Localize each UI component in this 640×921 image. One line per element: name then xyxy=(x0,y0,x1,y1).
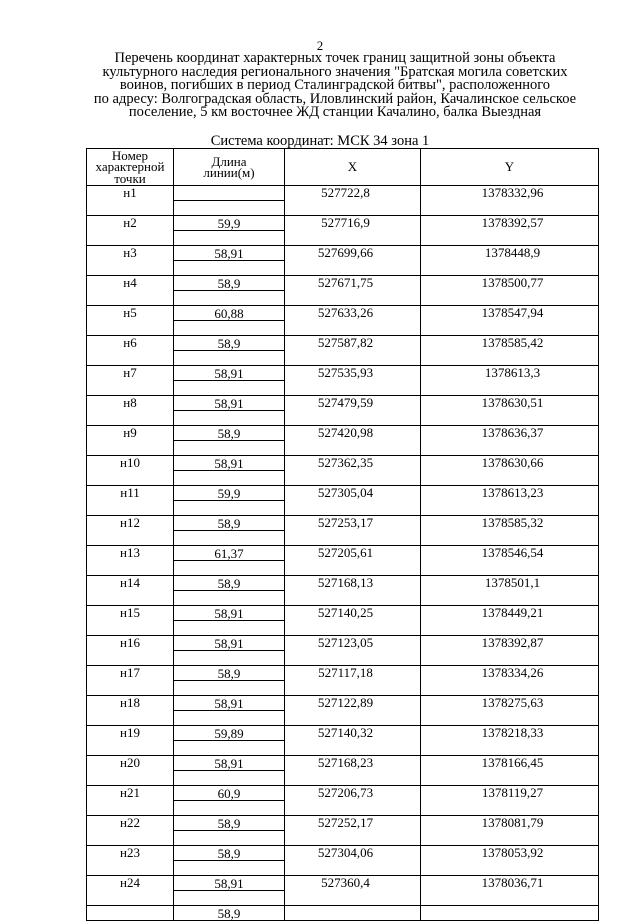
coordinate-system-label: Система координат: МСК 34 зона 1 xyxy=(210,133,430,149)
table-row xyxy=(87,486,599,501)
empty-length-cell xyxy=(174,381,285,396)
point-number-cell: н15 xyxy=(87,606,174,636)
x-coordinate-cell xyxy=(285,456,421,486)
empty-length-cell xyxy=(174,621,285,636)
x-coordinate-value: 527168,13 xyxy=(317,575,374,590)
line-length-cell: 58,9 xyxy=(174,576,285,591)
empty-cell xyxy=(421,906,599,921)
header-y: Y xyxy=(421,149,599,186)
y-coordinate-cell xyxy=(421,456,599,486)
table-row xyxy=(87,216,599,231)
point-number-cell: н22 xyxy=(87,816,174,846)
table-row xyxy=(87,786,599,801)
point-number-cell: н18 xyxy=(87,696,174,726)
empty-length-cell xyxy=(174,351,285,366)
line-length-cell: 58,91 xyxy=(174,756,285,771)
y-coordinate-value: 1378275,63 xyxy=(481,695,544,710)
x-coordinate-value: 527360,4 xyxy=(321,875,370,890)
empty-length-cell xyxy=(174,741,285,756)
x-coordinate-cell xyxy=(285,396,421,426)
x-coordinate-value: 527253,17 xyxy=(317,515,374,530)
table-row xyxy=(87,396,599,411)
x-coordinate-cell xyxy=(285,786,421,816)
header-line: точки xyxy=(114,170,146,186)
table-row xyxy=(87,636,599,651)
point-number-cell: н13 xyxy=(87,546,174,576)
x-coordinate-cell xyxy=(285,606,421,636)
y-coordinate-value: 1378081,79 xyxy=(481,815,544,830)
y-coordinate-cell xyxy=(421,756,599,786)
header-line-length xyxy=(174,149,285,186)
empty-length-cell xyxy=(174,681,285,696)
x-coordinate-cell xyxy=(285,336,421,366)
x-coordinate-cell xyxy=(285,486,421,516)
y-coordinate-cell xyxy=(421,396,599,426)
point-number-cell: н4 xyxy=(87,276,174,306)
point-number-cell: н7 xyxy=(87,366,174,396)
y-coordinate-value: 1378218,33 xyxy=(481,725,544,740)
x-coordinate-value: 527206,73 xyxy=(317,785,374,800)
y-coordinate-cell xyxy=(421,306,599,336)
y-coordinate-cell xyxy=(421,546,599,576)
y-coordinate-cell xyxy=(421,606,599,636)
y-coordinate-value: 1378500,77 xyxy=(481,275,544,290)
y-coordinate-cell xyxy=(421,246,599,276)
y-coordinate-value: 1378119,27 xyxy=(481,785,544,800)
y-coordinate-cell xyxy=(421,636,599,666)
table-row xyxy=(87,276,599,291)
point-number-cell: н23 xyxy=(87,846,174,876)
x-coordinate-value: 527587,82 xyxy=(317,335,374,350)
line-length-cell: 58,9 xyxy=(174,426,285,441)
x-coordinate-cell xyxy=(285,426,421,456)
y-coordinate-value: 1378166,45 xyxy=(481,755,544,770)
y-coordinate-value: 1378546,54 xyxy=(481,545,544,560)
title-line: культурного наследия регионального значения "Братская могила советских xyxy=(102,63,568,80)
line-length-cell: 58,9 xyxy=(174,276,285,291)
y-coordinate-value: 1378585,42 xyxy=(481,335,544,350)
y-coordinate-value: 1378392,87 xyxy=(481,635,544,650)
title-line: поселение, 5 км восточнее ЖД станции Качалино, балка Выездная xyxy=(128,104,542,121)
table-row xyxy=(87,336,599,351)
line-length-cell: 61,37 xyxy=(174,546,285,561)
y-coordinate-cell xyxy=(421,696,599,726)
header-line: Номер xyxy=(111,147,149,163)
table-row xyxy=(87,906,599,921)
empty-length-cell xyxy=(174,771,285,786)
title-line: по адресу: Волгоградская область, Иловлинский район, Качалинское сельское xyxy=(93,90,577,107)
y-coordinate-cell xyxy=(421,216,599,246)
y-coordinate-value: 1378392,57 xyxy=(481,215,544,230)
point-number-cell: н10 xyxy=(87,456,174,486)
line-length-cell: 58,91 xyxy=(174,366,285,381)
y-coordinate-cell xyxy=(421,366,599,396)
page-number: 2 xyxy=(316,38,324,53)
point-number-cell: н2 xyxy=(87,216,174,246)
y-coordinate-value: 1378332,96 xyxy=(481,185,544,200)
line-length-cell: 60,88 xyxy=(174,306,285,321)
point-number-cell: н6 xyxy=(87,336,174,366)
empty-length-cell xyxy=(174,441,285,456)
x-coordinate-cell xyxy=(285,276,421,306)
x-coordinate-cell xyxy=(285,306,421,336)
point-number-cell: н14 xyxy=(87,576,174,606)
x-coordinate-cell xyxy=(285,186,421,216)
point-number-cell: н11 xyxy=(87,486,174,516)
table-row xyxy=(87,816,599,831)
x-coordinate-cell xyxy=(285,516,421,546)
point-number-cell: н21 xyxy=(87,786,174,816)
point-number-cell: н20 xyxy=(87,756,174,786)
line-length-cell: 58,9 xyxy=(174,666,285,681)
x-coordinate-cell xyxy=(285,546,421,576)
y-coordinate-cell xyxy=(421,276,599,306)
title-line: воинов, погибших в период Сталинградской битвы", расположенного xyxy=(119,77,551,94)
empty-length-cell xyxy=(174,261,285,276)
line-length-cell: 58,9 xyxy=(174,906,285,921)
x-coordinate-value: 527633,26 xyxy=(317,305,374,320)
y-coordinate-cell xyxy=(421,336,599,366)
empty-length-cell xyxy=(174,831,285,846)
x-coordinate-value: 527304,06 xyxy=(317,845,374,860)
table-row xyxy=(87,456,599,471)
table-row xyxy=(87,756,599,771)
x-coordinate-cell xyxy=(285,846,421,876)
point-number-cell: н24 xyxy=(87,876,174,906)
x-coordinate-value: 527479,59 xyxy=(317,395,374,410)
table-row xyxy=(87,846,599,861)
point-number-cell: н1 xyxy=(87,186,174,216)
x-coordinate-value: 527671,75 xyxy=(317,275,374,290)
empty-length-cell xyxy=(174,891,285,906)
x-coordinate-value: 527716,9 xyxy=(321,215,370,230)
empty-length-cell xyxy=(174,501,285,516)
x-coordinate-cell xyxy=(285,696,421,726)
y-coordinate-value: 1378334,26 xyxy=(481,665,544,680)
y-coordinate-cell xyxy=(421,816,599,846)
line-length-cell: 58,91 xyxy=(174,246,285,261)
line-length-cell: 58,9 xyxy=(174,516,285,531)
title-line: Перечень координат характерных точек границ защитной зоны объекта xyxy=(114,50,556,66)
table-row xyxy=(87,576,599,591)
y-coordinate-value: 1378585,32 xyxy=(481,515,544,530)
line-length-cell: 58,91 xyxy=(174,636,285,651)
line-length-cell: 58,91 xyxy=(174,876,285,891)
y-coordinate-cell xyxy=(421,726,599,756)
table-row xyxy=(87,666,599,681)
empty-length-cell xyxy=(174,651,285,666)
y-coordinate-value: 1378501,1 xyxy=(484,575,541,590)
y-coordinate-value: 1378036,71 xyxy=(481,875,544,890)
empty-cell xyxy=(87,906,174,921)
x-coordinate-cell xyxy=(285,726,421,756)
x-coordinate-cell xyxy=(285,246,421,276)
empty-length-cell xyxy=(174,321,285,336)
x-coordinate-cell xyxy=(285,216,421,246)
x-coordinate-cell xyxy=(285,636,421,666)
empty-length-cell xyxy=(174,291,285,306)
table-row xyxy=(87,306,599,321)
x-coordinate-value: 527252,17 xyxy=(317,815,374,830)
line-length-cell: 58,91 xyxy=(174,606,285,621)
x-coordinate-value: 527699,66 xyxy=(317,245,374,260)
line-length-cell: 59,9 xyxy=(174,216,285,231)
table-row xyxy=(87,696,599,711)
table-row xyxy=(87,726,599,741)
y-coordinate-cell xyxy=(421,426,599,456)
y-coordinate-cell xyxy=(421,486,599,516)
empty-length-cell xyxy=(174,471,285,486)
y-coordinate-cell xyxy=(421,666,599,696)
x-coordinate-cell xyxy=(285,576,421,606)
table-row xyxy=(87,186,599,201)
point-number-cell: н19 xyxy=(87,726,174,756)
line-length-cell: 60,9 xyxy=(174,786,285,801)
point-number-cell: н5 xyxy=(87,306,174,336)
y-coordinate-value: 1378613,3 xyxy=(484,365,541,380)
x-coordinate-cell xyxy=(285,816,421,846)
x-coordinate-value: 527420,98 xyxy=(317,425,374,440)
x-coordinate-value: 527205,61 xyxy=(317,545,374,560)
x-coordinate-value: 527305,04 xyxy=(317,485,374,500)
header-line: линии(м) xyxy=(203,165,255,180)
header-point-number xyxy=(87,149,174,186)
y-coordinate-value: 1378449,21 xyxy=(481,605,544,620)
y-coordinate-value: 1378630,51 xyxy=(481,395,544,410)
y-coordinate-cell xyxy=(421,846,599,876)
line-length-cell: 59,89 xyxy=(174,726,285,741)
y-coordinate-value: 1378547,94 xyxy=(481,305,544,320)
table-row xyxy=(87,426,599,441)
point-number-cell: н17 xyxy=(87,666,174,696)
y-coordinate-cell xyxy=(421,876,599,906)
table-row xyxy=(87,606,599,621)
line-length-cell: 58,9 xyxy=(174,846,285,861)
x-coordinate-cell xyxy=(285,876,421,906)
empty-length-cell xyxy=(174,711,285,726)
x-coordinate-value: 527122,89 xyxy=(317,695,374,710)
y-coordinate-value: 1378448,9 xyxy=(484,245,541,260)
x-coordinate-cell xyxy=(285,756,421,786)
header-x: X xyxy=(285,149,421,186)
x-coordinate-value: 527535,93 xyxy=(317,365,374,380)
table-row xyxy=(87,516,599,531)
empty-length-cell xyxy=(174,861,285,876)
y-coordinate-cell xyxy=(421,516,599,546)
table-row xyxy=(87,366,599,381)
empty-length-cell xyxy=(174,411,285,426)
header-line: характерной xyxy=(95,159,165,175)
line-length-cell: 58,9 xyxy=(174,816,285,831)
empty-length-cell xyxy=(174,801,285,816)
coordinates-table xyxy=(86,148,599,921)
empty-length-cell xyxy=(174,231,285,246)
point-number-cell: н8 xyxy=(87,396,174,426)
table-row xyxy=(87,546,599,561)
x-coordinate-value: 527140,25 xyxy=(317,605,374,620)
x-coordinate-value: 527168,23 xyxy=(317,755,374,770)
y-coordinate-cell xyxy=(421,786,599,816)
point-number-cell: н3 xyxy=(87,246,174,276)
line-length-cell: 59,9 xyxy=(174,486,285,501)
line-length-cell: 58,9 xyxy=(174,336,285,351)
x-coordinate-value: 527362,35 xyxy=(317,455,374,470)
x-coordinate-cell xyxy=(285,366,421,396)
y-coordinate-cell xyxy=(421,576,599,606)
y-coordinate-value: 1378636,37 xyxy=(481,425,544,440)
empty-length-cell xyxy=(174,201,285,216)
x-coordinate-value: 527117,18 xyxy=(318,665,373,680)
empty-length-cell xyxy=(174,561,285,576)
header-line: Длина xyxy=(211,153,247,169)
point-number-cell: н16 xyxy=(87,636,174,666)
point-number-cell: н12 xyxy=(87,516,174,546)
table-row xyxy=(87,246,599,261)
x-coordinate-value: 527140,32 xyxy=(317,725,374,740)
empty-cell xyxy=(285,906,421,921)
y-coordinate-value: 1378630,66 xyxy=(481,455,544,470)
document-title xyxy=(70,52,600,120)
line-length-cell xyxy=(174,186,285,201)
line-length-cell: 58,91 xyxy=(174,456,285,471)
empty-length-cell xyxy=(174,531,285,546)
line-length-cell: 58,91 xyxy=(174,396,285,411)
y-coordinate-cell xyxy=(421,186,599,216)
x-coordinate-value: 527722,8 xyxy=(321,185,370,200)
x-coordinate-value: 527123,05 xyxy=(317,635,374,650)
y-coordinate-value: 1378613,23 xyxy=(481,485,544,500)
line-length-cell: 58,91 xyxy=(174,696,285,711)
x-coordinate-cell xyxy=(285,666,421,696)
y-coordinate-value: 1378053,92 xyxy=(481,845,544,860)
empty-length-cell xyxy=(174,591,285,606)
coordinates-table-body xyxy=(87,186,599,921)
point-number-cell: н9 xyxy=(87,426,174,456)
table-row xyxy=(87,876,599,891)
